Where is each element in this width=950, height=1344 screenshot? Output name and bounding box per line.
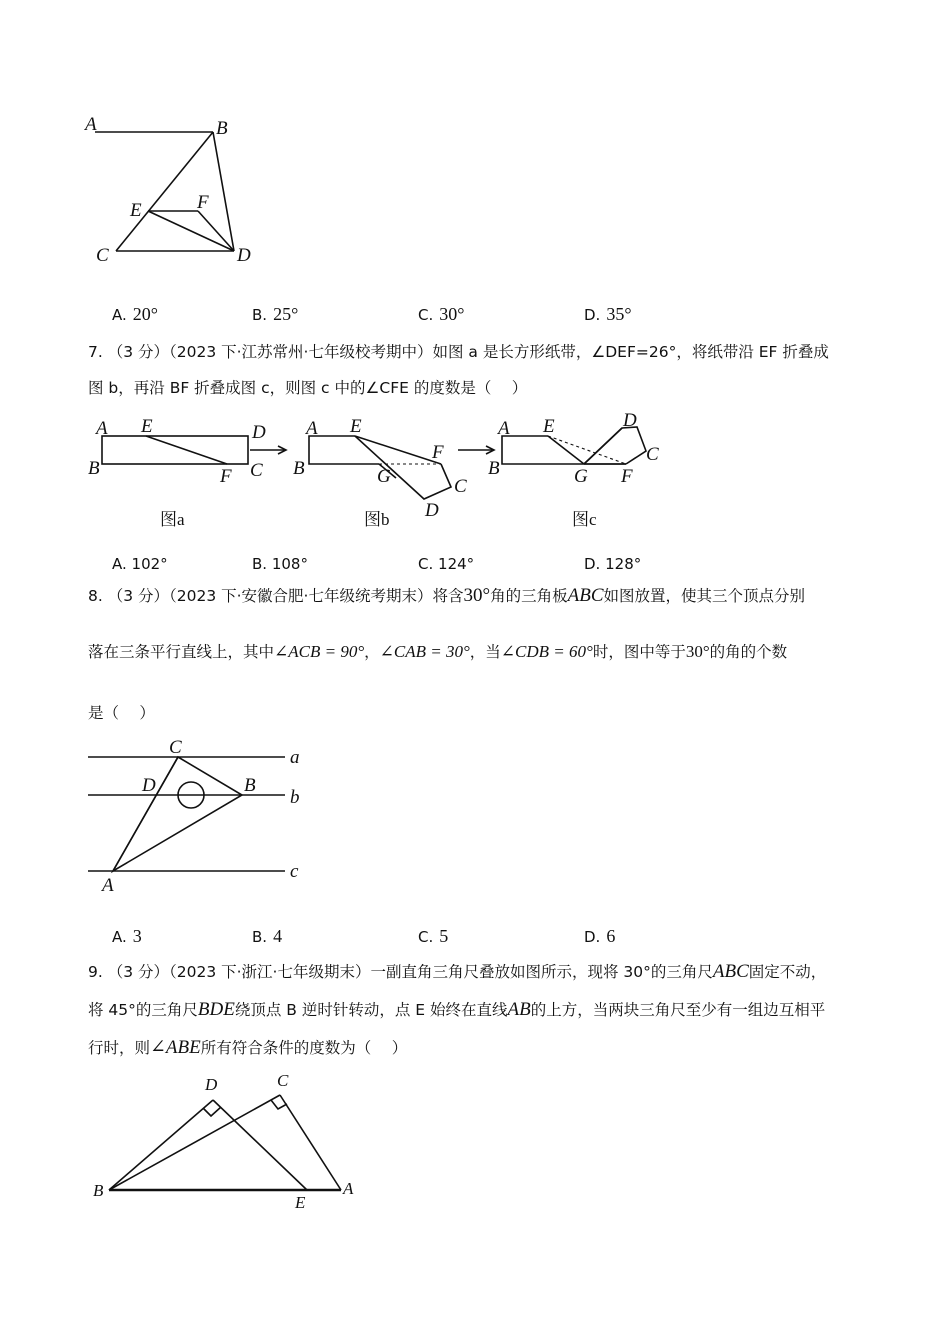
svg-text:C: C (454, 476, 467, 497)
q7-figure (80, 410, 680, 535)
q8-stem-line3: 是（ ） (88, 704, 155, 722)
q8-figure (80, 735, 320, 895)
q6-option-c[interactable]: C. 30° (418, 304, 465, 324)
svg-text:E: E (141, 416, 153, 437)
svg-text:a: a (290, 747, 300, 768)
svg-text:B: B (93, 1181, 104, 1200)
svg-text:A: A (102, 875, 114, 895)
svg-text:C: C (250, 460, 263, 481)
svg-text:G: G (574, 466, 588, 487)
svg-text:b: b (290, 787, 300, 808)
fig6-label-b: B (216, 118, 228, 139)
svg-text:A: A (498, 418, 510, 439)
q8-stem-line2: 落在三条平行直线上，其中∠ACB = 90°，∠CAB = 30°，当∠CDB = 60°时，图中等于30°的角的个数 (88, 642, 788, 661)
svg-text:A: A (343, 1179, 354, 1198)
svg-text:C: C (169, 737, 182, 758)
q6-option-d[interactable]: D. 35° (584, 304, 632, 324)
svg-text:D: D (425, 500, 439, 521)
q7-caption-a: 图a (160, 510, 185, 529)
fig6-label-d: D (237, 245, 251, 266)
svg-text:A: A (306, 418, 318, 439)
q9-figure (85, 1068, 375, 1218)
svg-text:A: A (96, 418, 108, 439)
svg-text:D: D (205, 1075, 218, 1094)
fig6-label-a: A (85, 114, 97, 135)
svg-text:C: C (277, 1071, 289, 1090)
q7-option-d[interactable]: D. 128° (584, 555, 642, 573)
svg-text:F: F (621, 466, 633, 487)
svg-text:c: c (290, 861, 299, 882)
q7-option-a[interactable]: A. 102° (112, 555, 168, 573)
q6-option-b[interactable]: B. 25° (252, 304, 299, 324)
q6-option-a[interactable]: A. 20° (112, 304, 158, 324)
q8-option-c[interactable]: C. 5 (418, 926, 449, 946)
q9-stem-line3: 行时，则∠ABE所有符合条件的度数为（ ） (88, 1037, 408, 1058)
fig6-label-c: C (96, 245, 109, 266)
q7-stem-line1: 7. （3 分）（2023 下·江苏常州·七年级校考期中）如图 a 是长方形纸带，∠DEF=26°，将纸带沿 EF 折叠成 (88, 343, 829, 361)
svg-text:B: B (244, 775, 256, 796)
q7-option-c[interactable]: C. 124° (418, 555, 475, 573)
svg-text:D: D (623, 410, 637, 431)
q8-option-d[interactable]: D. 6 (584, 926, 616, 946)
q7-option-b[interactable]: B. 108° (252, 555, 308, 573)
q7-caption-b: 图b (364, 510, 390, 529)
q6-figure (80, 110, 270, 270)
svg-text:B: B (293, 458, 305, 479)
svg-text:G: G (377, 466, 391, 487)
svg-text:E: E (295, 1193, 306, 1212)
svg-text:D: D (142, 775, 156, 796)
q8-option-a[interactable]: A. 3 (112, 926, 142, 946)
q8-stem-line1: 8. （3 分）（2023 下·安徽合肥·七年级统考期末）将含30°角的三角板ABC如图放置，使其三个顶点分别 (88, 585, 806, 606)
svg-text:D: D (252, 422, 266, 443)
q9-stem-line2: 将 45°的三角尺BDE绕顶点 B 逆时针转动，点 E 始终在直线AB的上方，当两块三角尺至少有一组边互相平 (88, 999, 826, 1020)
q8-option-b[interactable]: B. 4 (252, 926, 283, 946)
svg-text:E: E (543, 416, 555, 437)
svg-text:E: E (350, 416, 362, 437)
fig6-label-e: E (130, 200, 142, 221)
q7-caption-c: 图c (572, 510, 597, 529)
fig6-label-f: F (197, 192, 209, 213)
svg-text:F: F (220, 466, 232, 487)
svg-text:C: C (646, 444, 659, 465)
q7-stem-line2: 图 b，再沿 BF 折叠成图 c，则图 c 中的∠CFE 的度数是（ ） (88, 379, 528, 397)
q9-stem-line1: 9. （3 分）（2023 下·浙江·七年级期末）一副直角三角尺叠放如图所示，现将 30°的三角尺ABC固定不动， (88, 961, 827, 982)
svg-text:B: B (88, 458, 100, 479)
svg-text:F: F (432, 442, 444, 463)
svg-text:B: B (488, 458, 500, 479)
